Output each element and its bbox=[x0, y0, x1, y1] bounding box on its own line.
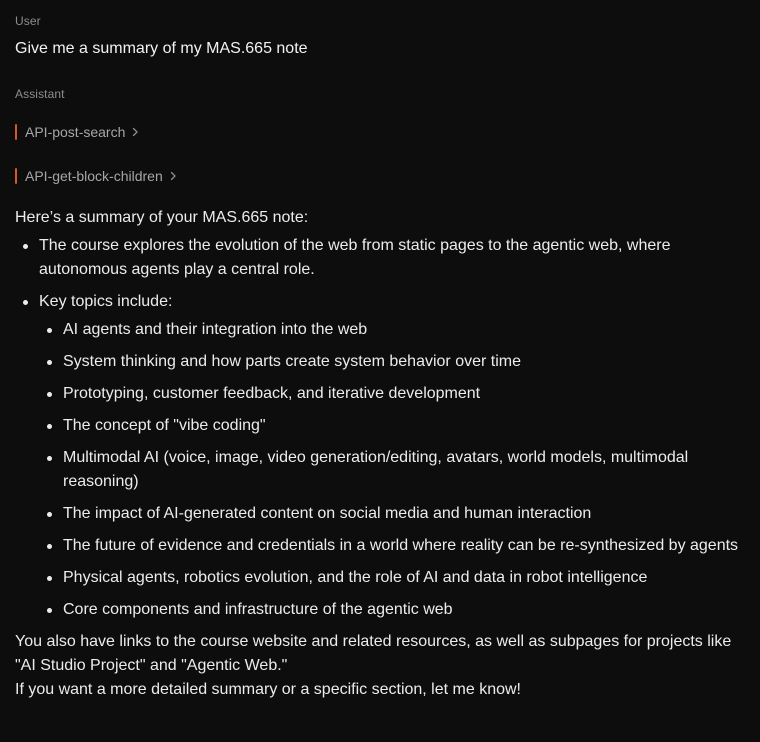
list-item bbox=[15, 234, 745, 282]
list-item bbox=[15, 290, 745, 622]
chevron-right-icon bbox=[169, 171, 177, 181]
topic-item: System thinking and how parts create system behavior over time bbox=[39, 350, 745, 374]
user-message: Give me a summary of my MAS.665 note bbox=[15, 40, 308, 57]
summary-list bbox=[15, 234, 745, 622]
assistant-role-label: Assistant bbox=[15, 87, 65, 101]
tool-call-name: API-get-block-children bbox=[25, 168, 163, 184]
topic-item: The future of evidence and credentials in a world where reality can be re-synthesized by agents bbox=[39, 534, 745, 558]
user-role-label: User bbox=[15, 14, 41, 28]
topic-item: The impact of AI-generated content on social media and human interaction bbox=[39, 502, 745, 526]
chevron-right-icon bbox=[131, 127, 139, 137]
closing-offer: If you want a more detailed summary or a specific section, let me know! bbox=[15, 681, 521, 698]
tool-call-accent-bar bbox=[15, 168, 17, 184]
course-overview: The course explores the evolution of the web from static pages to the agentic web, where autonomous agents play a central role. bbox=[39, 237, 671, 278]
closing-links-note: You also have links to the course website and related resources, as well as subpages for projects like "AI Studio Project" and "Agentic Web." bbox=[15, 633, 732, 674]
tool-call-name: API-post-search bbox=[25, 124, 126, 140]
tool-call-get-block-children[interactable] bbox=[15, 168, 177, 184]
answer-intro: Here’s a summary of your MAS.665 note: bbox=[15, 209, 309, 226]
topic-item: AI agents and their integration into the web bbox=[39, 318, 745, 342]
key-topics-label: Key topics include: bbox=[39, 293, 173, 310]
topic-item: Multimodal AI (voice, image, video generation/editing, avatars, world models, multimodal reasoning) bbox=[39, 446, 745, 494]
topic-item: Physical agents, robotics evolution, and the role of AI and data in robot intelligence bbox=[39, 566, 745, 590]
topic-item: Core components and infrastructure of the agentic web bbox=[39, 598, 745, 622]
topic-item: The concept of "vibe coding" bbox=[39, 414, 745, 438]
tool-call-post-search[interactable] bbox=[15, 124, 139, 140]
assistant-answer bbox=[15, 206, 745, 702]
topics-list bbox=[39, 318, 745, 622]
tool-call-accent-bar bbox=[15, 124, 17, 140]
topic-item: Prototyping, customer feedback, and iterative development bbox=[39, 382, 745, 406]
